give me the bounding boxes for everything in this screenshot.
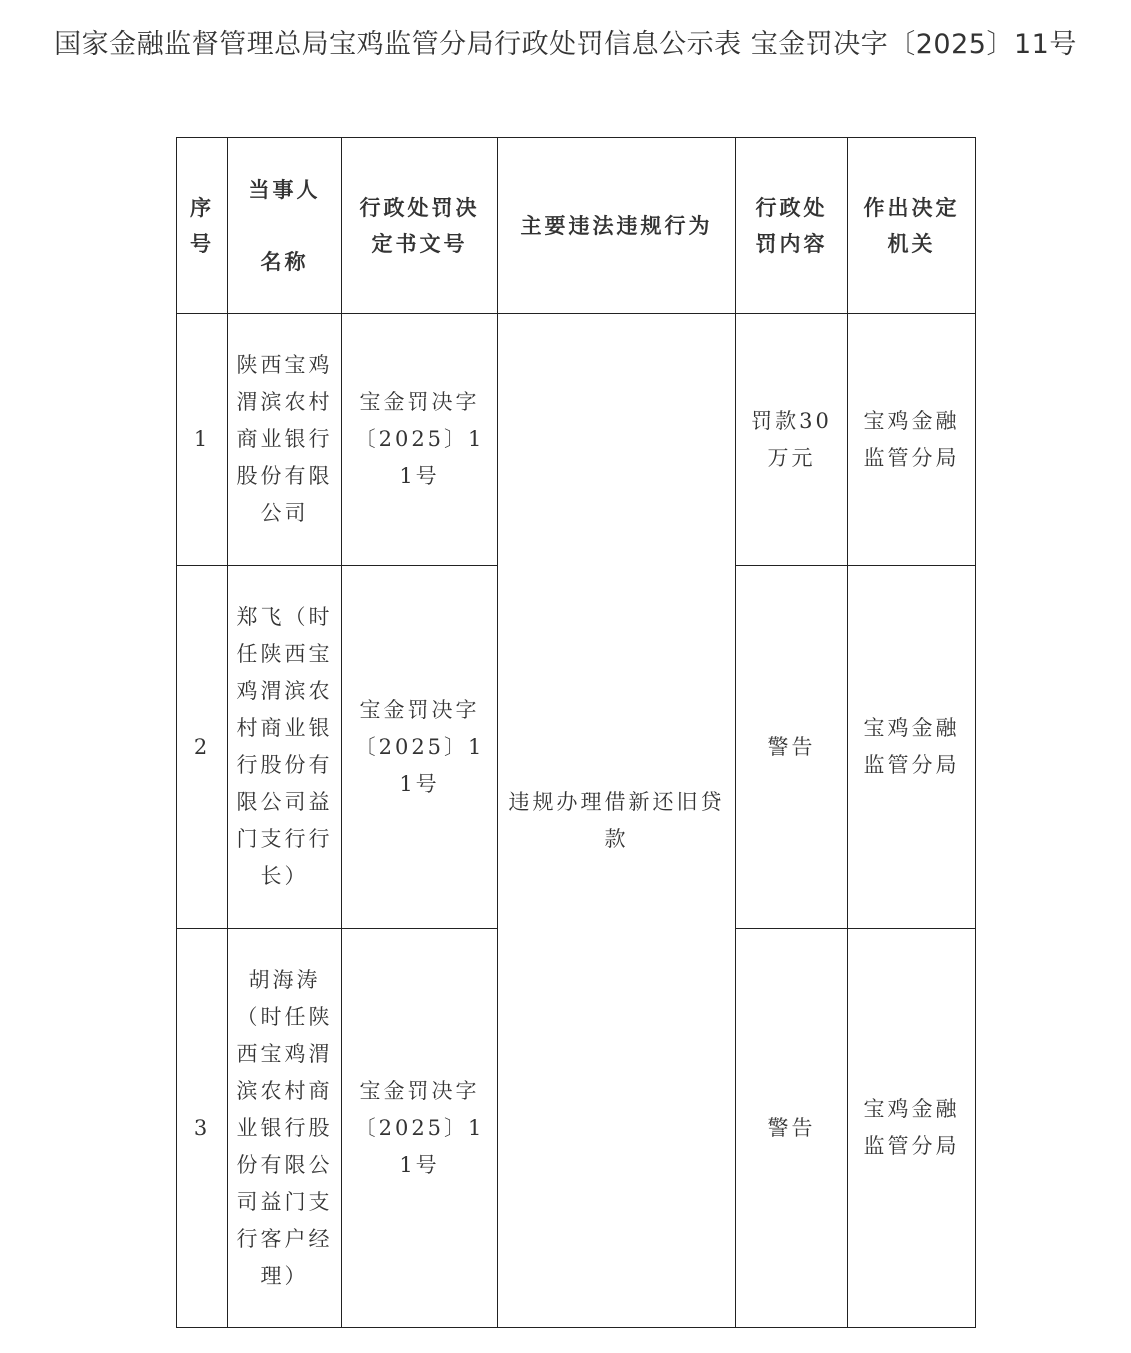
penalty-info-table — [176, 137, 976, 1328]
header-party — [228, 138, 342, 314]
row-party: 胡海涛（时任陕西宝鸡渭滨农村商业银行股份有限公司益门支行客户经理） — [228, 929, 342, 1328]
header-doc-number: 行政处罚决定书文号 — [342, 138, 498, 314]
header-penalty: 行政处罚内容 — [736, 138, 848, 314]
row-authority: 宝鸡金融监管分局 — [848, 566, 976, 929]
row-party: 郑飞（时任陕西宝鸡渭滨农村商业银行股份有限公司益门支行行长） — [228, 566, 342, 929]
row-authority: 宝鸡金融监管分局 — [848, 929, 976, 1328]
header-party-line1: 当事人 — [248, 177, 321, 202]
page-title: 国家金融监督管理总局宝鸡监管分局行政处罚信息公示表 宝金罚决字〔2025〕11号 — [54, 29, 1077, 60]
row-authority: 宝鸡金融监管分局 — [848, 314, 976, 566]
row-index: 1 — [177, 314, 228, 566]
header-party-line2: 名称 — [260, 249, 309, 274]
violation-cell: 违规办理借新还旧贷款 — [498, 314, 736, 1328]
table-row — [177, 314, 976, 566]
header-violation: 主要违法违规行为 — [498, 138, 736, 314]
row-doc-number: 宝金罚决字〔2025〕11号 — [342, 314, 498, 566]
row-penalty: 警告 — [736, 566, 848, 929]
row-doc-number: 宝金罚决字〔2025〕11号 — [342, 566, 498, 929]
table-header-row — [177, 138, 976, 314]
header-authority: 作出决定机关 — [848, 138, 976, 314]
row-penalty: 罚款30万元 — [736, 314, 848, 566]
row-party: 陕西宝鸡渭滨农村商业银行股份有限公司 — [228, 314, 342, 566]
row-index: 3 — [177, 929, 228, 1328]
row-doc-number: 宝金罚决字〔2025〕11号 — [342, 929, 498, 1328]
row-penalty: 警告 — [736, 929, 848, 1328]
header-index: 序号 — [177, 138, 228, 314]
row-index: 2 — [177, 566, 228, 929]
